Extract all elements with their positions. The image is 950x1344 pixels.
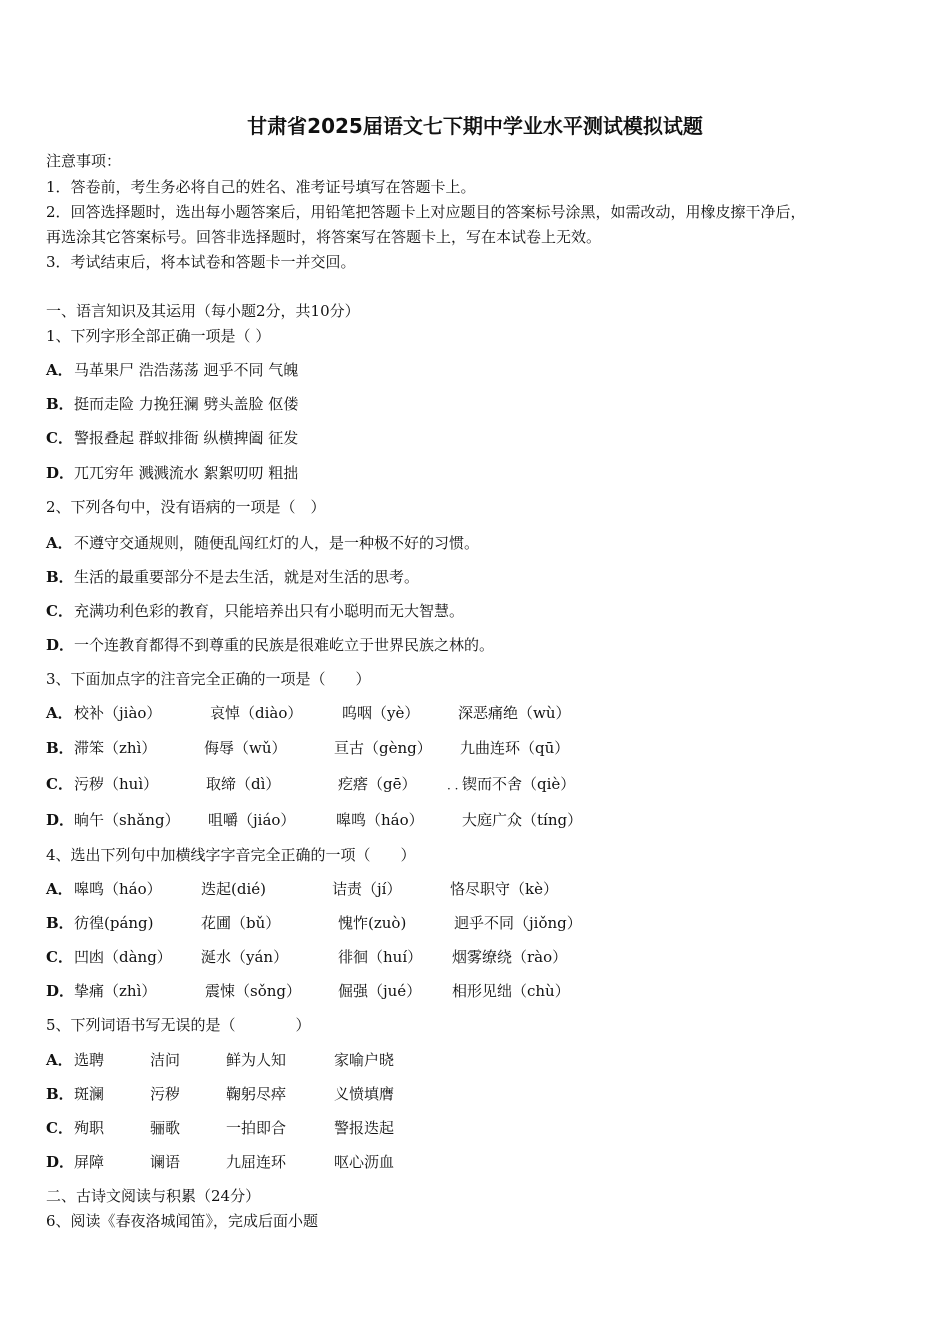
q3-a-item: 校补（jiào） [74, 704, 162, 722]
q4-b-item: 花圃（bǔ） [201, 914, 281, 932]
option-label: D． [46, 464, 75, 482]
q5-d-item: 呕心沥血 [334, 1153, 395, 1171]
q5-option-a [46, 1051, 74, 1069]
q5-d-item: 屏障 [74, 1153, 105, 1171]
q4-option-d [46, 982, 74, 1000]
q3-b-item: 亘古（gèng） [334, 739, 432, 757]
q2-option-c [46, 602, 464, 620]
q3-stem: 3、下面加点字的注音完全正确的一项是（ ） [46, 670, 371, 688]
q3-c-item: 取缔（dì） [206, 775, 281, 793]
q5-option-d [46, 1153, 74, 1171]
q4-option-a [46, 880, 74, 898]
q3-d-item: 嗥鸣（háo） [336, 811, 424, 829]
q4-c-item: 烟雾缭绕（rào） [452, 948, 568, 966]
q1-option-d-text: 兀兀穷年 溅溅流水 絮絮叨叨 粗拙 [74, 464, 299, 482]
q4-b-item: 愧怍(zuò) [338, 914, 407, 932]
q2-option-a [46, 534, 479, 552]
q5-c-item: 一拍即合 [226, 1119, 287, 1137]
notice-item-3: 3．考试结束后，将本试卷和答题卡一并交回。 [46, 253, 356, 271]
q5-a-item: 鲜为人知 [226, 1051, 287, 1069]
q3-d-item: 咀嚼（jiáo） [208, 811, 296, 829]
q6-stem: 6、阅读《春夜洛城闻笛》，完成后面小题 [46, 1212, 319, 1230]
q1-option-c [46, 429, 298, 447]
q3-c-item: 锲而不舍（qiè） [462, 775, 576, 793]
section-1-heading: 一、语言知识及其运用（每小题2分，共10分） [46, 302, 360, 320]
q3-b-item: 九曲连环（qū） [460, 739, 570, 757]
q2-option-c-text: 充满功利色彩的教育，只能培养出只有小聪明而无大智慧。 [74, 602, 465, 620]
q2-option-b-text: 生活的最重要部分不是去生活，就是对生活的思考。 [74, 568, 420, 586]
q5-option-c [46, 1119, 74, 1137]
option-label: D． [46, 982, 75, 1000]
q2-option-a-text: 不遵守交通规则，随便乱闯红灯的人，是一种极不好的习惯。 [74, 534, 480, 552]
q5-c-item: 殉职 [74, 1119, 105, 1137]
q1-option-b-text: 挺而走险 力挽狂澜 劈头盖脸 伛偻 [74, 395, 299, 413]
option-label: B． [46, 914, 74, 932]
option-label: C． [46, 429, 73, 447]
q5-a-item: 洁问 [150, 1051, 181, 1069]
q4-a-item: 迭起(dié) [201, 880, 266, 898]
option-label: C． [46, 948, 73, 966]
q1-option-d [46, 464, 298, 482]
q5-b-item: 义愤填膺 [334, 1085, 395, 1103]
q5-d-item: 谰语 [150, 1153, 181, 1171]
q1-option-c-text: 警报叠起 群蚁排衙 纵横捭阖 征发 [74, 429, 299, 447]
q2-option-b [46, 568, 419, 586]
q4-a-item: 恪尽职守（kè） [450, 880, 558, 898]
q4-c-item: 凹凼（dàng） [74, 948, 172, 966]
page-title: 甘肃省2025届语文七下期中学业水平测试模拟试题 [247, 114, 703, 138]
q5-c-item: 骊歌 [150, 1119, 181, 1137]
q3-option-a [46, 704, 74, 722]
option-label: A． [46, 534, 73, 552]
q4-d-item: 震悚（sǒng） [205, 982, 301, 1000]
option-label: B． [46, 739, 74, 757]
option-label: D． [46, 1153, 75, 1171]
q3-option-d [46, 811, 74, 829]
option-label: B． [46, 568, 74, 586]
option-label: A． [46, 880, 73, 898]
q5-d-item: 九屈连环 [226, 1153, 287, 1171]
q4-d-item: 相形见绌（chù） [452, 982, 570, 1000]
option-label: C． [46, 775, 73, 793]
option-label: A． [46, 704, 73, 722]
q1-option-a-text: 马革果尸 浩浩荡荡 迥乎不同 气魄 [74, 361, 299, 379]
option-label: B． [46, 1085, 74, 1103]
q4-a-item: 嗥鸣（háo） [74, 880, 162, 898]
q5-b-item: 污秽 [150, 1085, 181, 1103]
option-label: D． [46, 811, 75, 829]
q5-a-item: 选聘 [74, 1051, 105, 1069]
notice-heading: 注意事项： [46, 152, 122, 170]
option-label: A． [46, 361, 73, 379]
notice-item-2a: 2．回答选择题时，选出每小题答案后，用铅笔把答题卡上对应题目的答案标号涂黑，如需改动，用橡皮擦干净后， [46, 203, 806, 221]
q3-option-c [46, 775, 74, 793]
notice-item-2b: 再选涂其它答案标号。回答非选择题时，将答案写在答题卡上，写在本试卷上无效。 [46, 228, 602, 246]
q4-stem: 4、选出下列句中加横线字字音完全正确的一项（ ） [46, 846, 416, 864]
option-label: B． [46, 395, 74, 413]
q4-c-item: 涎水（yán） [201, 948, 289, 966]
q4-b-item: 彷徨(páng) [74, 914, 154, 932]
q2-stem: 2、下列各句中，没有语病的一项是（ ） [46, 498, 326, 516]
q3-a-item: 深恶痛绝（wù） [458, 704, 571, 722]
q3-c-item: 疙瘩（gē） [338, 775, 417, 793]
option-label: C． [46, 1119, 73, 1137]
q3-b-item: 滞笨（zhì） [74, 739, 157, 757]
q3-a-item: 哀悼（diào） [210, 704, 303, 722]
q4-d-item: 倔强（jué） [338, 982, 422, 1000]
q3-d-item: 晌午（shǎng） [74, 811, 180, 829]
notice-item-1: 1．答卷前，考生务必将自己的姓名、准考证号填写在答题卡上。 [46, 178, 476, 196]
q5-b-item: 斑澜 [74, 1085, 105, 1103]
q1-option-a [46, 361, 298, 379]
q1-stem: 1、下列字形全部正确一项是（ ） [46, 327, 271, 345]
q5-stem: 5、下列词语书写无误的是（ ） [46, 1016, 311, 1034]
section-2-heading: 二、古诗文阅读与积累（24分） [46, 1187, 261, 1205]
q4-b-item: 迥乎不同（jiǒng） [454, 914, 582, 932]
q4-option-b [46, 914, 74, 932]
option-label: C． [46, 602, 73, 620]
q3-option-b [46, 739, 74, 757]
emphasis-dots: · · [447, 782, 459, 796]
q3-d-item: 大庭广众（tíng） [462, 811, 583, 829]
q5-b-item: 鞠躬尽瘁 [226, 1085, 287, 1103]
q3-a-item: 呜咽（yè） [342, 704, 420, 722]
q3-b-item: 侮辱（wǔ） [204, 739, 287, 757]
q4-a-item: 诘责（jí） [332, 880, 402, 898]
q4-option-c [46, 948, 74, 966]
q2-option-d [46, 636, 494, 654]
q4-c-item: 徘徊（huí） [338, 948, 423, 966]
q5-option-b [46, 1085, 74, 1103]
q5-a-item: 家喻户晓 [334, 1051, 395, 1069]
q4-d-item: 挚痛（zhì） [74, 982, 157, 1000]
option-label: A． [46, 1051, 73, 1069]
q3-c-item: 污秽（huì） [74, 775, 159, 793]
q2-option-d-text: 一个连教育都得不到尊重的民族是很难屹立于世界民族之林的。 [74, 636, 495, 654]
q1-option-b [46, 395, 298, 413]
option-label: D． [46, 636, 75, 654]
q5-c-item: 警报迭起 [334, 1119, 395, 1137]
